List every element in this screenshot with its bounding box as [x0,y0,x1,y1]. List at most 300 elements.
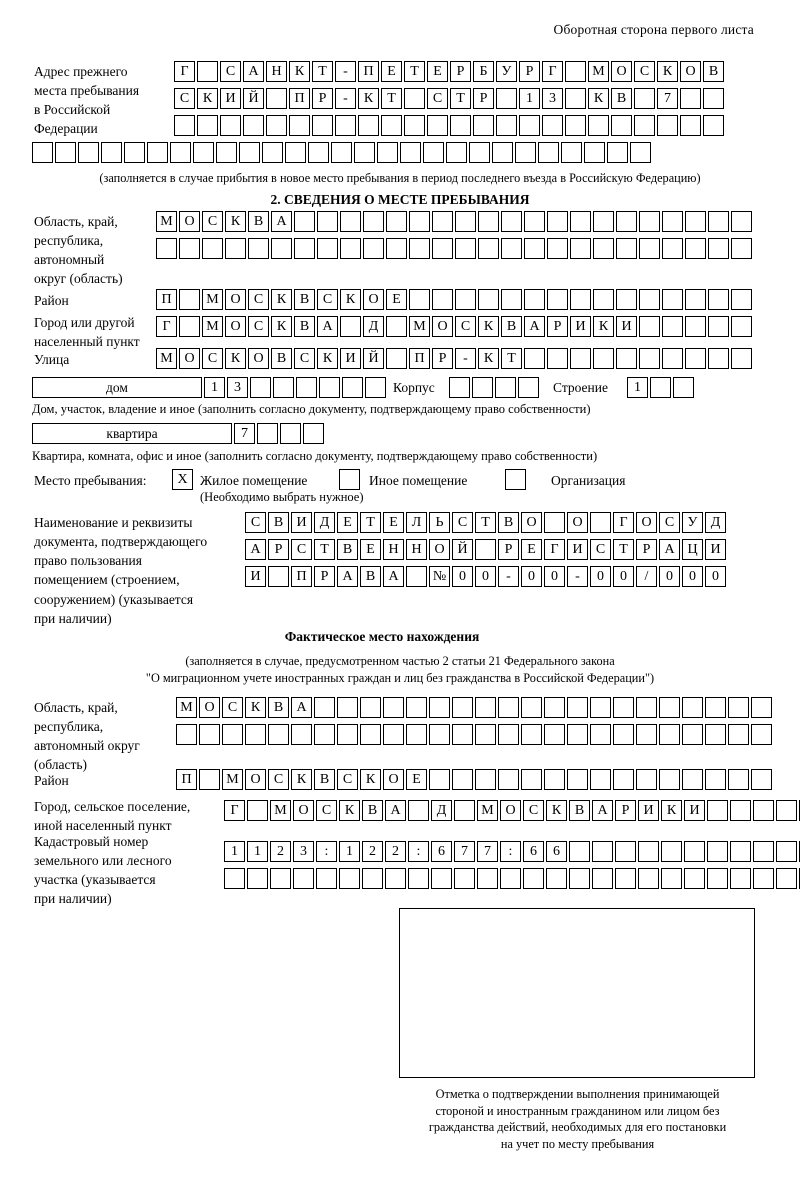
char-cell[interactable]: В [268,697,289,718]
char-cell[interactable] [270,868,291,889]
char-cell[interactable] [222,724,243,745]
char-cell[interactable] [547,289,568,310]
char-cell[interactable]: 1 [339,841,360,862]
char-cell[interactable] [408,868,429,889]
char-cell[interactable] [730,800,751,821]
document-row-2[interactable] [245,539,726,560]
char-cell[interactable]: У [682,512,703,533]
char-cell[interactable]: Й [363,348,384,369]
char-cell[interactable] [592,868,613,889]
char-cell[interactable] [475,724,496,745]
char-cell[interactable] [469,142,490,163]
char-cell[interactable] [636,724,657,745]
char-cell[interactable] [662,316,683,337]
char-cell[interactable] [478,289,499,310]
char-cell[interactable]: И [340,348,361,369]
char-cell[interactable]: - [455,348,476,369]
char-cell[interactable] [544,724,565,745]
char-cell[interactable]: Р [450,61,471,82]
char-cell[interactable]: Б [473,61,494,82]
char-cell[interactable] [707,800,728,821]
char-cell[interactable] [289,115,310,136]
section2-region-row-2[interactable] [156,238,752,259]
char-cell[interactable] [682,697,703,718]
char-cell[interactable]: П [358,61,379,82]
char-cell[interactable] [611,115,632,136]
char-cell[interactable]: А [245,539,266,560]
section2-street-row[interactable] [156,348,752,369]
char-cell[interactable] [570,348,591,369]
char-cell[interactable] [176,724,197,745]
char-cell[interactable] [381,115,402,136]
char-cell[interactable] [179,289,200,310]
char-cell[interactable] [636,697,657,718]
char-cell[interactable] [570,211,591,232]
char-cell[interactable] [377,142,398,163]
char-cell[interactable] [197,61,218,82]
char-cell[interactable]: 3 [293,841,314,862]
char-cell[interactable] [546,868,567,889]
char-cell[interactable] [319,377,340,398]
char-cell[interactable] [547,211,568,232]
char-cell[interactable]: В [360,566,381,587]
char-cell[interactable] [728,769,749,790]
char-cell[interactable] [247,800,268,821]
char-cell[interactable]: - [335,61,356,82]
char-cell[interactable] [452,724,473,745]
char-cell[interactable] [216,142,237,163]
char-cell[interactable] [613,724,634,745]
char-cell[interactable] [243,115,264,136]
char-cell[interactable]: В [248,211,269,232]
char-cell[interactable]: А [385,800,406,821]
char-cell[interactable] [454,800,475,821]
char-cell[interactable] [432,289,453,310]
char-cell[interactable] [565,61,586,82]
char-cell[interactable]: К [593,316,614,337]
char-cell[interactable] [657,115,678,136]
cadastral-row-1[interactable] [224,841,800,862]
char-cell[interactable] [429,697,450,718]
char-cell[interactable] [708,316,729,337]
char-cell[interactable] [266,115,287,136]
char-cell[interactable]: : [408,841,429,862]
char-cell[interactable]: М [156,348,177,369]
char-cell[interactable]: 1 [247,841,268,862]
char-cell[interactable]: 7 [454,841,475,862]
char-cell[interactable]: Р [312,88,333,109]
char-cell[interactable] [570,238,591,259]
char-cell[interactable] [268,566,289,587]
char-cell[interactable] [659,724,680,745]
char-cell[interactable]: В [314,769,335,790]
char-cell[interactable] [592,841,613,862]
char-cell[interactable] [751,697,772,718]
char-cell[interactable] [455,211,476,232]
char-cell[interactable]: А [271,211,292,232]
char-cell[interactable] [680,115,701,136]
char-cell[interactable] [220,115,241,136]
char-cell[interactable] [685,348,706,369]
char-cell[interactable]: 0 [682,566,703,587]
char-cell[interactable] [431,868,452,889]
char-cell[interactable]: О [521,512,542,533]
char-cell[interactable]: Д [363,316,384,337]
house-number-cells[interactable] [204,377,386,398]
char-cell[interactable] [225,238,246,259]
char-cell[interactable]: 1 [627,377,648,398]
stay-type-checkbox-org[interactable] [505,469,526,490]
char-cell[interactable] [661,868,682,889]
char-cell[interactable]: О [636,512,657,533]
char-cell[interactable] [317,211,338,232]
char-cell[interactable] [293,868,314,889]
char-cell[interactable]: И [638,800,659,821]
char-cell[interactable] [358,115,379,136]
char-cell[interactable] [682,769,703,790]
char-cell[interactable]: К [360,769,381,790]
char-cell[interactable]: 1 [204,377,225,398]
char-cell[interactable] [707,841,728,862]
char-cell[interactable] [450,115,471,136]
char-cell[interactable]: О [179,348,200,369]
char-cell[interactable]: 0 [521,566,542,587]
char-cell[interactable] [731,348,752,369]
char-cell[interactable] [661,841,682,862]
char-cell[interactable] [317,238,338,259]
char-cell[interactable] [335,115,356,136]
char-cell[interactable] [314,724,335,745]
char-cell[interactable] [294,211,315,232]
char-cell[interactable] [682,724,703,745]
char-cell[interactable] [616,211,637,232]
char-cell[interactable]: Т [475,512,496,533]
char-cell[interactable] [639,211,660,232]
char-cell[interactable] [400,142,421,163]
actual-region-row-2[interactable] [176,724,772,745]
char-cell[interactable] [607,142,628,163]
char-cell[interactable]: К [225,348,246,369]
char-cell[interactable]: С [268,769,289,790]
char-cell[interactable] [409,211,430,232]
prev-address-row-1[interactable] [174,61,724,82]
char-cell[interactable] [593,211,614,232]
char-cell[interactable] [314,697,335,718]
char-cell[interactable] [432,211,453,232]
char-cell[interactable]: М [176,697,197,718]
char-cell[interactable] [753,841,774,862]
char-cell[interactable]: К [478,316,499,337]
char-cell[interactable]: К [291,769,312,790]
char-cell[interactable] [634,115,655,136]
char-cell[interactable]: К [340,289,361,310]
section2-region-row-1[interactable] [156,211,752,232]
char-cell[interactable] [308,142,329,163]
char-cell[interactable] [616,348,637,369]
char-cell[interactable]: С [316,800,337,821]
char-cell[interactable] [705,697,726,718]
char-cell[interactable]: А [659,539,680,560]
char-cell[interactable]: В [501,316,522,337]
char-cell[interactable] [362,868,383,889]
char-cell[interactable] [616,289,637,310]
char-cell[interactable]: С [245,512,266,533]
char-cell[interactable] [615,841,636,862]
char-cell[interactable] [312,115,333,136]
char-cell[interactable]: Й [452,539,473,560]
char-cell[interactable] [250,377,271,398]
char-cell[interactable] [271,238,292,259]
char-cell[interactable]: Т [381,88,402,109]
char-cell[interactable]: С [452,512,473,533]
char-cell[interactable]: Е [381,61,402,82]
char-cell[interactable] [429,769,450,790]
stay-type-checkbox-inoe[interactable] [339,469,360,490]
char-cell[interactable]: Т [312,61,333,82]
char-cell[interactable]: Е [386,289,407,310]
char-cell[interactable] [500,868,521,889]
char-cell[interactable]: Г [544,539,565,560]
char-cell[interactable] [496,115,517,136]
char-cell[interactable]: И [616,316,637,337]
char-cell[interactable] [454,868,475,889]
char-cell[interactable]: А [524,316,545,337]
char-cell[interactable] [515,142,536,163]
char-cell[interactable] [354,142,375,163]
char-cell[interactable] [174,115,195,136]
char-cell[interactable]: О [248,348,269,369]
char-cell[interactable]: С [659,512,680,533]
char-cell[interactable] [197,115,218,136]
char-cell[interactable]: К [289,61,310,82]
char-cell[interactable] [501,238,522,259]
char-cell[interactable] [639,289,660,310]
char-cell[interactable] [386,238,407,259]
char-cell[interactable]: - [335,88,356,109]
char-cell[interactable]: В [569,800,590,821]
flat-cells[interactable] [234,423,324,444]
char-cell[interactable]: К [271,289,292,310]
char-cell[interactable] [337,724,358,745]
char-cell[interactable] [199,724,220,745]
char-cell[interactable] [339,868,360,889]
char-cell[interactable]: С [202,348,223,369]
prev-address-row-4[interactable] [32,142,651,163]
char-cell[interactable]: К [225,211,246,232]
char-cell[interactable] [567,769,588,790]
char-cell[interactable]: 0 [613,566,634,587]
char-cell[interactable] [383,697,404,718]
char-cell[interactable]: С [174,88,195,109]
char-cell[interactable] [331,142,352,163]
char-cell[interactable]: / [636,566,657,587]
char-cell[interactable]: Н [383,539,404,560]
char-cell[interactable] [544,769,565,790]
char-cell[interactable]: А [291,697,312,718]
char-cell[interactable] [340,211,361,232]
char-cell[interactable]: Д [431,800,452,821]
char-cell[interactable] [337,697,358,718]
char-cell[interactable] [363,238,384,259]
char-cell[interactable] [262,142,283,163]
char-cell[interactable]: - [567,566,588,587]
char-cell[interactable] [294,238,315,259]
char-cell[interactable]: С [337,769,358,790]
char-cell[interactable]: И [291,512,312,533]
char-cell[interactable] [776,800,797,821]
char-cell[interactable]: 7 [234,423,255,444]
char-cell[interactable] [32,142,53,163]
char-cell[interactable]: Е [383,512,404,533]
char-cell[interactable]: К [661,800,682,821]
char-cell[interactable]: Е [360,539,381,560]
char-cell[interactable] [495,377,516,398]
char-cell[interactable] [685,289,706,310]
char-cell[interactable] [498,697,519,718]
char-cell[interactable]: О [199,697,220,718]
char-cell[interactable] [406,697,427,718]
char-cell[interactable] [432,238,453,259]
char-cell[interactable]: А [592,800,613,821]
char-cell[interactable] [475,697,496,718]
char-cell[interactable]: И [705,539,726,560]
char-cell[interactable] [547,238,568,259]
document-row-1[interactable] [245,512,726,533]
char-cell[interactable]: Г [613,512,634,533]
char-cell[interactable]: В [337,539,358,560]
char-cell[interactable]: С [202,211,223,232]
char-cell[interactable] [124,142,145,163]
char-cell[interactable]: Т [314,539,335,560]
char-cell[interactable]: О [500,800,521,821]
char-cell[interactable]: Л [406,512,427,533]
char-cell[interactable] [542,115,563,136]
char-cell[interactable] [478,238,499,259]
char-cell[interactable]: 0 [705,566,726,587]
char-cell[interactable]: О [567,512,588,533]
char-cell[interactable]: Р [498,539,519,560]
char-cell[interactable]: 0 [659,566,680,587]
char-cell[interactable]: У [496,61,517,82]
char-cell[interactable] [593,238,614,259]
char-cell[interactable]: С [427,88,448,109]
char-cell[interactable]: В [294,316,315,337]
char-cell[interactable] [639,238,660,259]
char-cell[interactable]: К [271,316,292,337]
char-cell[interactable] [524,238,545,259]
char-cell[interactable]: О [293,800,314,821]
char-cell[interactable] [730,868,751,889]
char-cell[interactable]: Е [521,539,542,560]
stay-type-checkbox-zhiloe[interactable]: X [172,469,193,490]
char-cell[interactable] [728,724,749,745]
char-cell[interactable]: С [248,289,269,310]
char-cell[interactable] [708,289,729,310]
char-cell[interactable] [708,211,729,232]
char-cell[interactable] [569,841,590,862]
char-cell[interactable] [360,697,381,718]
char-cell[interactable]: Г [156,316,177,337]
char-cell[interactable] [544,512,565,533]
char-cell[interactable] [730,841,751,862]
char-cell[interactable] [340,316,361,337]
char-cell[interactable]: О [611,61,632,82]
char-cell[interactable] [705,769,726,790]
char-cell[interactable]: 6 [523,841,544,862]
char-cell[interactable]: В [294,289,315,310]
korpus-cells[interactable] [449,377,539,398]
char-cell[interactable]: В [271,348,292,369]
char-cell[interactable]: С [294,348,315,369]
actual-district-row[interactable] [176,769,772,790]
char-cell[interactable] [616,238,637,259]
char-cell[interactable]: П [156,289,177,310]
char-cell[interactable] [639,348,660,369]
char-cell[interactable]: 2 [270,841,291,862]
char-cell[interactable] [78,142,99,163]
char-cell[interactable] [613,769,634,790]
char-cell[interactable] [538,142,559,163]
char-cell[interactable]: Р [615,800,636,821]
char-cell[interactable] [590,512,611,533]
char-cell[interactable] [569,868,590,889]
char-cell[interactable]: К [588,88,609,109]
char-cell[interactable]: Е [337,512,358,533]
char-cell[interactable] [590,769,611,790]
char-cell[interactable]: О [432,316,453,337]
char-cell[interactable] [296,377,317,398]
char-cell[interactable]: К [317,348,338,369]
char-cell[interactable]: : [500,841,521,862]
char-cell[interactable] [429,724,450,745]
char-cell[interactable] [477,868,498,889]
char-cell[interactable]: С [248,316,269,337]
char-cell[interactable]: В [268,512,289,533]
char-cell[interactable] [501,211,522,232]
char-cell[interactable] [406,566,427,587]
char-cell[interactable] [753,868,774,889]
char-cell[interactable] [662,289,683,310]
char-cell[interactable]: Г [224,800,245,821]
char-cell[interactable] [266,88,287,109]
document-row-3[interactable] [245,566,726,587]
char-cell[interactable] [170,142,191,163]
char-cell[interactable]: 2 [362,841,383,862]
char-cell[interactable] [247,868,268,889]
char-cell[interactable]: В [498,512,519,533]
char-cell[interactable] [147,142,168,163]
char-cell[interactable]: О [680,61,701,82]
char-cell[interactable] [590,697,611,718]
section2-city-row[interactable] [156,316,752,337]
char-cell[interactable] [193,142,214,163]
char-cell[interactable]: Е [427,61,448,82]
char-cell[interactable] [638,868,659,889]
char-cell[interactable]: С [291,539,312,560]
char-cell[interactable] [659,769,680,790]
char-cell[interactable] [55,142,76,163]
char-cell[interactable]: А [243,61,264,82]
char-cell[interactable]: О [179,211,200,232]
char-cell[interactable]: К [546,800,567,821]
char-cell[interactable]: О [245,769,266,790]
char-cell[interactable]: С [523,800,544,821]
char-cell[interactable] [363,211,384,232]
char-cell[interactable] [273,377,294,398]
char-cell[interactable] [268,724,289,745]
char-cell[interactable]: П [289,88,310,109]
char-cell[interactable]: С [455,316,476,337]
